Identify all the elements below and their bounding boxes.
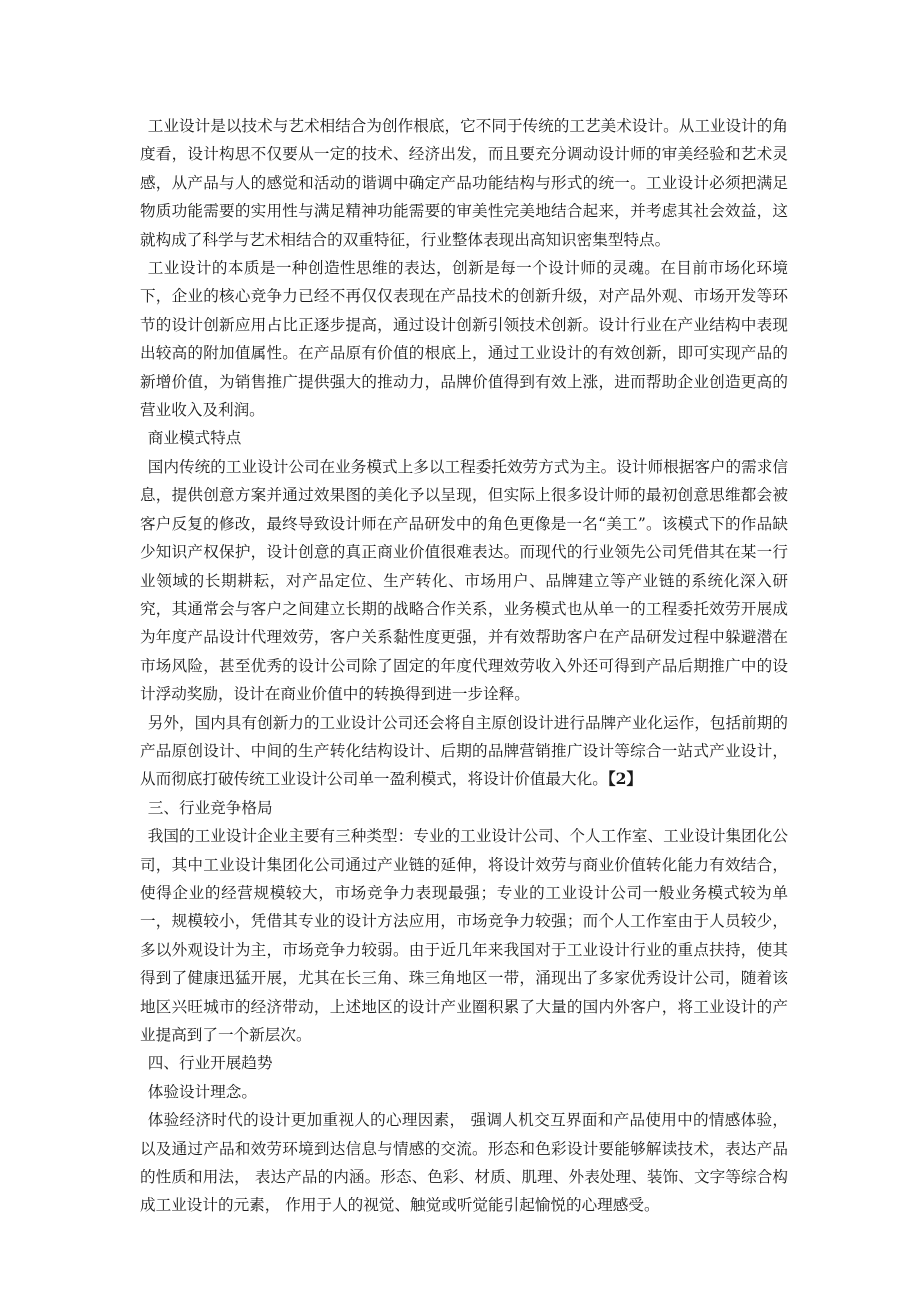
paragraph-design-essence: 工业设计的本质是一种创造性思维的表达，创新是每一个设计师的灵魂。在目前市场化环境下，企业的核心竞争力已经不再仅仅表现在产品技术的创新升级，对产品外观、市场开发等环节的设计创新应用占比正逐步提高，通过设计创新引领技术创新。设计行业在产业结构中表现出较高的附加值属性。在产品原有价值的根底上，通过工业设计的有效创新，即可实现产品的新增价值，为销售推广提供强大的推动力，品牌价值得到有效上涨，进而帮助企业创造更高的营业收入及利润。 — [140, 259, 788, 420]
paragraph-competition: 我国的工业设计企业主要有三种类型：专业的工业设计公司、个人工作室、工业设计集团化公司，其中工业设计集团化公司通过产业链的延伸，将设计效劳与商业价值转化能力有效结合，使得企业的经营规模较大，市场竞争力表现最强；专业的工业设计公司一般业务模式较为单一，规模较小，凭借其专业的设计方法应用，市场竞争力较强；而个人工作室由于人员较少，多以外观设计为主，市场竞争力较弱。由于近几年来我国对于工业设计行业的重点扶持，使其得到了健康迅猛开展，尤其在长三角、珠三角地区一带，涌现出了多家优秀设计公司，随着该地区兴旺城市的经济带动，上述地区的设计产业圈积累了大量的国内外客户，将工业设计的产业提高到了一个新层次。 — [140, 827, 788, 1044]
heading-competition: 三、行业竞争格局 — [147, 798, 273, 817]
paragraph-brand-industrialization — [140, 709, 788, 794]
heading-experience-design: 体验设计理念。 — [147, 1082, 257, 1101]
paragraph-experience-design: 体验经济时代的设计更加重视人的心理因素， 强调人机交互界面和产品使用中的情感体验， 以及通过产品和效劳环境到达信息与情感的交流。形态和色彩设计要能够解读技术，表达产品的性质和用法， 表达产品的内涵。形态、色彩、材质、肌理、外表处理、装饰、文字等综合构成工业设计的元素， 作用于人的视觉、触觉或听觉能引起愉悦的心理感受。 — [140, 1111, 788, 1215]
paragraph-traditional-business-model: 国内传统的工业设计公司在业务模式上多以工程委托效劳方式为主。设计师根据客户的需求信息，提供创意方案并通过效果图的美化予以呈现，但实际上很多设计师的最初创意思维都会被客户反复的修改，最终导致设计师在产品研发中的角色更像是一名“美工”。该模式下的作品缺少知识产权保护，设计创意的真正商业价值很难表达。而现代的行业领先公司凭借其在某一行业领域的长期耕耘，对产品定位、生产转化、市场用户、品牌建立等产业链的系统化深入研究，其通常会与客户之间建立长期的战略合作关系，业务模式也从单一的工程委托效劳开展成为年度产品设计代理效劳，客户关系黏性度更强，并有效帮助客户在产品研发过程中躲避潜在市场风险，甚至优秀的设计公司除了固定的年度代理效劳收入外还可得到产品后期推广中的设计浮动奖励，设计在商业价值中的转换得到进一步诠释。 — [140, 457, 788, 704]
paragraph-brand-text: 另外，国内具有创新力的工业设计公司还会将自主原创设计进行品牌产业化运作，包括前期的产品原创设计、中间的生产转化结构设计、后期的品牌营销推广设计等综合一站式产业设计，从而彻底打破传统工业设计公司单一盈利模式，将设计价值最大化。 — [140, 713, 788, 789]
document-body — [140, 112, 788, 1220]
paragraph-industrial-design-basis: 工业设计是以技术与艺术相结合为创作根底，它不同于传统的工艺美术设计。从工业设计的角度看，设计构思不仅要从一定的技术、经济出发，而且要充分调动设计师的审美经验和艺术灵感，从产品与人的感觉和活动的谐调中确定产品功能结构与形式的统一。工业设计必须把满足物质功能需要的实用性与满足精神功能需要的审美性完美地结合起来，并考虑其社会效益，这就构成了科学与艺术相结合的双重特征，行业整体表现出高知识密集型特点。 — [140, 117, 788, 249]
heading-trends: 四、行业开展趋势 — [147, 1054, 273, 1073]
heading-business-model: 商业模式特点 — [147, 429, 242, 448]
citation-ref: 【2】 — [607, 769, 643, 789]
